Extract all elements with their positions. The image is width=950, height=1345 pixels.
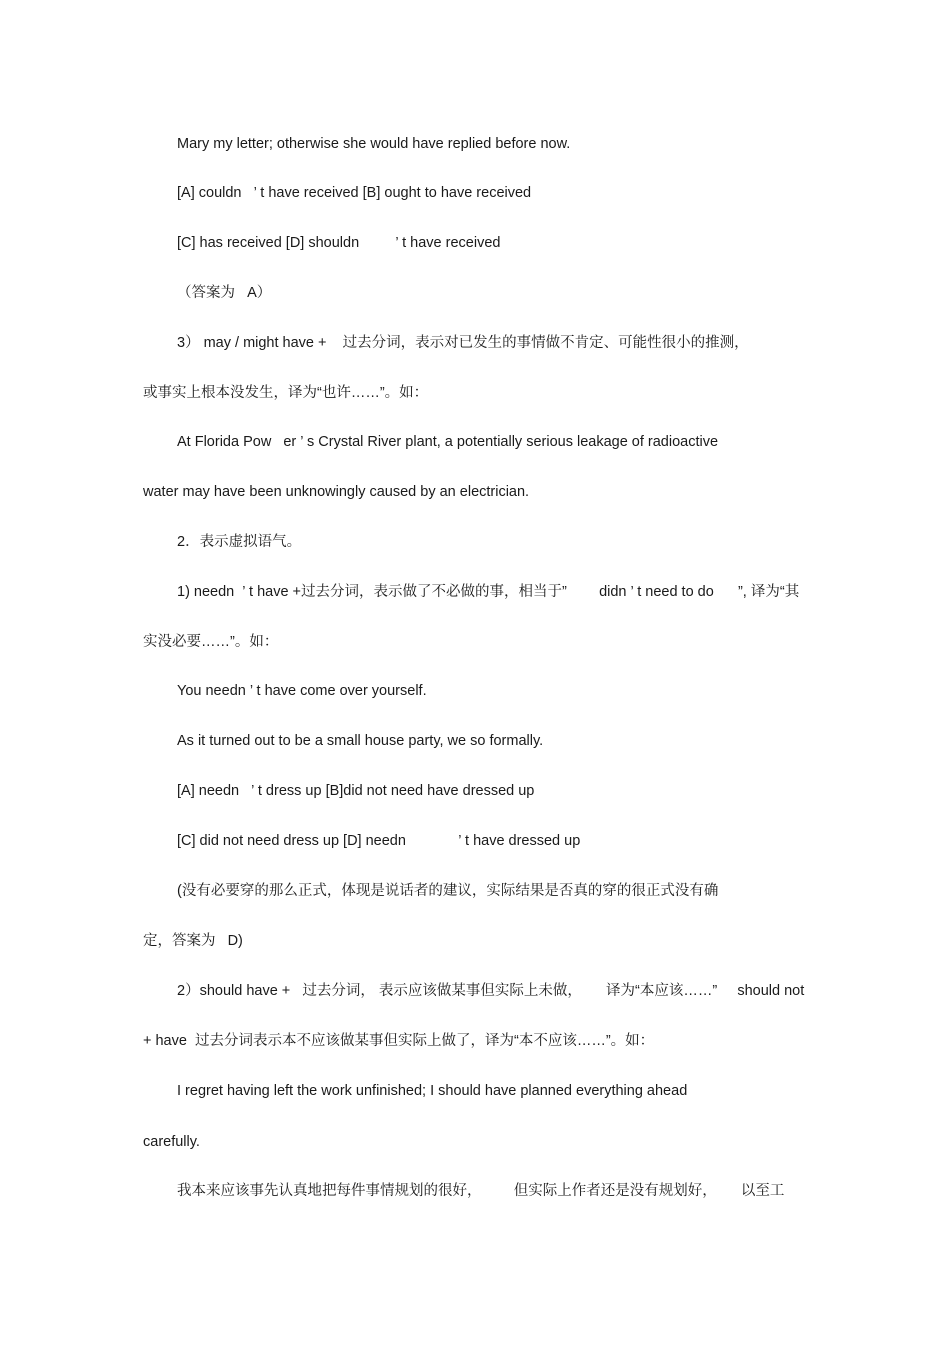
text-line: 定，答案为 D) xyxy=(143,933,243,949)
text-line: 实没必要……”。如： xyxy=(143,634,279,650)
text-line: 2）should have + 过去分词， 表示应该做某事但实际上未做， 译为“本应该……” should not xyxy=(177,983,805,999)
text-line: + have 过去分词表示本不应该做某事但实际上做了，译为“本不应该……”。如： xyxy=(143,1033,655,1049)
text-line: [A] needn ’ t dress up [B]did not need have dressed up xyxy=(177,783,535,799)
text-line: 3） may / might have + 过去分词，表示对已发生的事情做不肯定、可能性很小的推测， xyxy=(177,335,749,351)
text-line: I regret having left the work unfinished; I should have planned everything ahead xyxy=(177,1083,688,1099)
text-line: 我本来应该事先认真地把每件事情规划的很好， 但实际上作者还是没有规划好， 以至工 xyxy=(177,1183,785,1199)
text-line: At Florida Pow er ’ s Crystal River plant, a potentially serious leakage of radioactive xyxy=(177,434,719,450)
text-line: 或事实上根本没发生，译为“也许……”。如： xyxy=(143,385,429,401)
text-line: As it turned out to be a small house party, we so formally. xyxy=(177,733,544,749)
section-heading: 2．表示虚拟语气。 xyxy=(177,534,302,550)
text-line: [C] did not need dress up [D] needn ’ t have dressed up xyxy=(177,833,581,849)
text-line: You needn ’ t have come over yourself. xyxy=(177,683,427,699)
text-line: [A] couldn ’ t have received [B] ought to have received xyxy=(177,185,532,201)
text-line: [C] has received [D] shouldn ’ t have received xyxy=(177,235,501,251)
text-line: 1) needn ’ t have +过去分词，表示做了不必做的事，相当于” didn ’ t need to do ”, 译为“其 xyxy=(177,584,800,600)
text-line: water may have been unknowingly caused by an electrician. xyxy=(143,484,530,500)
text-line: （答案为 A） xyxy=(177,285,272,301)
text-line: Mary my letter; otherwise she would have replied before now. xyxy=(177,136,571,152)
text-line: carefully. xyxy=(143,1134,200,1150)
text-line: (没有必要穿的那么正式，体现是说话者的建议，实际结果是否真的穿的很正式没有确 xyxy=(177,883,719,899)
